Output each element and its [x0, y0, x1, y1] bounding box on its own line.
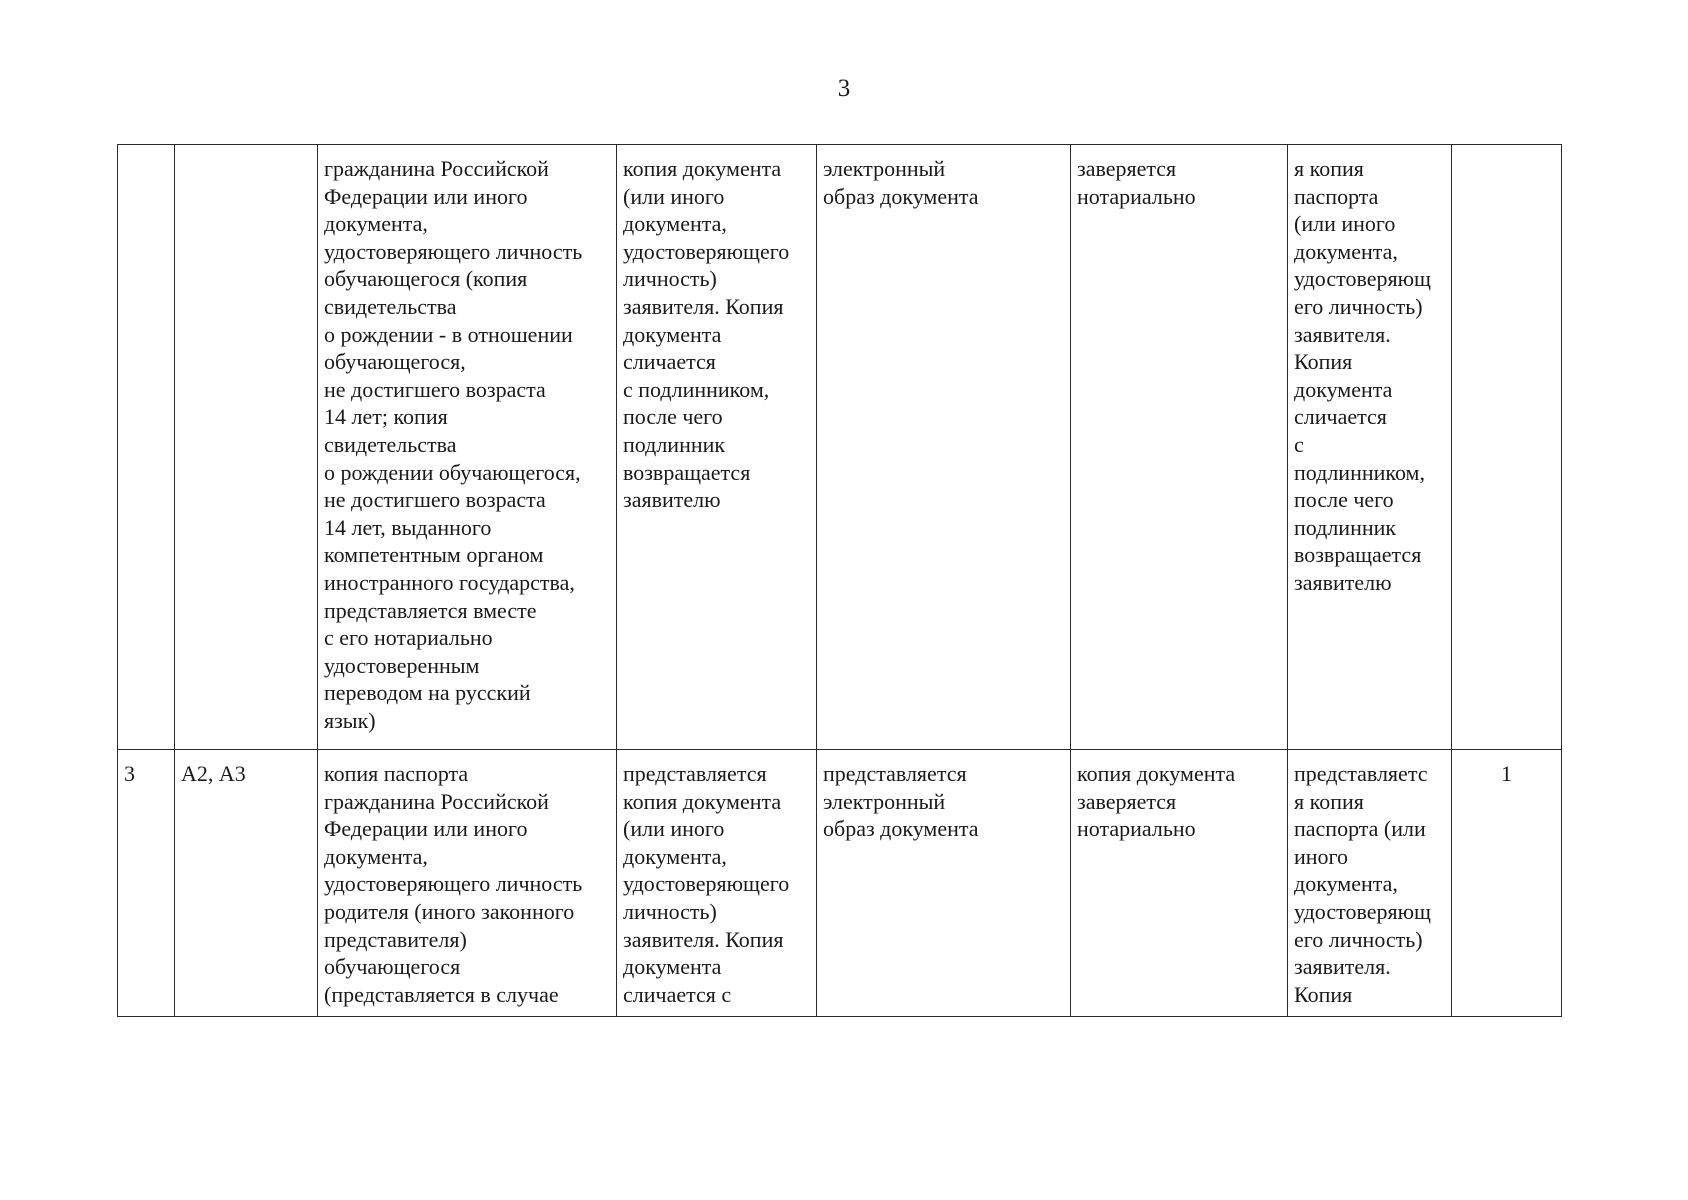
cell-paper-form: копия документа (или иного документа, удостоверяющего личность) заявителя. Копия документа сличается с подлинником, после чего подлинник возвращается заявителю: [617, 145, 817, 750]
cell-electronic-form: представляется электронный образ документа: [817, 750, 1071, 1017]
cell-electronic-form: электронный образ документа: [817, 145, 1071, 750]
table-row: [118, 145, 1562, 750]
cell-document-name: копия паспорта гражданина Российской Федерации или иного документа, удостоверяющего личность родителя (иного законного представителя) обучающегося (представляется в случае: [318, 750, 617, 1017]
cell-paper-form: представляется копия документа (или иного документа, удостоверяющего личность) заявителя. Копия документа сличается с: [617, 750, 817, 1017]
cell-quantity: 1: [1452, 750, 1562, 1017]
cell-quantity: [1452, 145, 1562, 750]
table-row: [118, 750, 1562, 1017]
cell-number: 3: [118, 750, 175, 1017]
cell-category: А2, А3: [175, 750, 318, 1017]
page-number: 3: [837, 75, 851, 102]
cell-submission-method: я копия паспорта (или иного документа, удостоверяющ его личность) заявителя. Копия документа сличается с подлинником, после чего подлинник возвращается заявителю: [1288, 145, 1452, 750]
cell-number: [118, 145, 175, 750]
cell-submission-method: представляетс я копия паспорта (или иного документа, удостоверяющ его личность) заявителя. Копия: [1288, 750, 1452, 1017]
cell-requirements: заверяется нотариально: [1071, 145, 1288, 750]
cell-category: [175, 145, 318, 750]
cell-requirements: копия документа заверяется нотариально: [1071, 750, 1288, 1017]
document-table: [117, 144, 1562, 1017]
cell-document-name: гражданина Российской Федерации или иного документа, удостоверяющего личность обучающегося (копия свидетельства о рождении - в отношении обучающегося, не достигшего возраста 14 лет; копия свидетельства о рождении обучающегося, не достигшего возраста 14 лет, выданного компетентным органом иностранного государства, представляется вместе с его нотариально удостоверенным переводом на русский язык): [318, 145, 617, 750]
